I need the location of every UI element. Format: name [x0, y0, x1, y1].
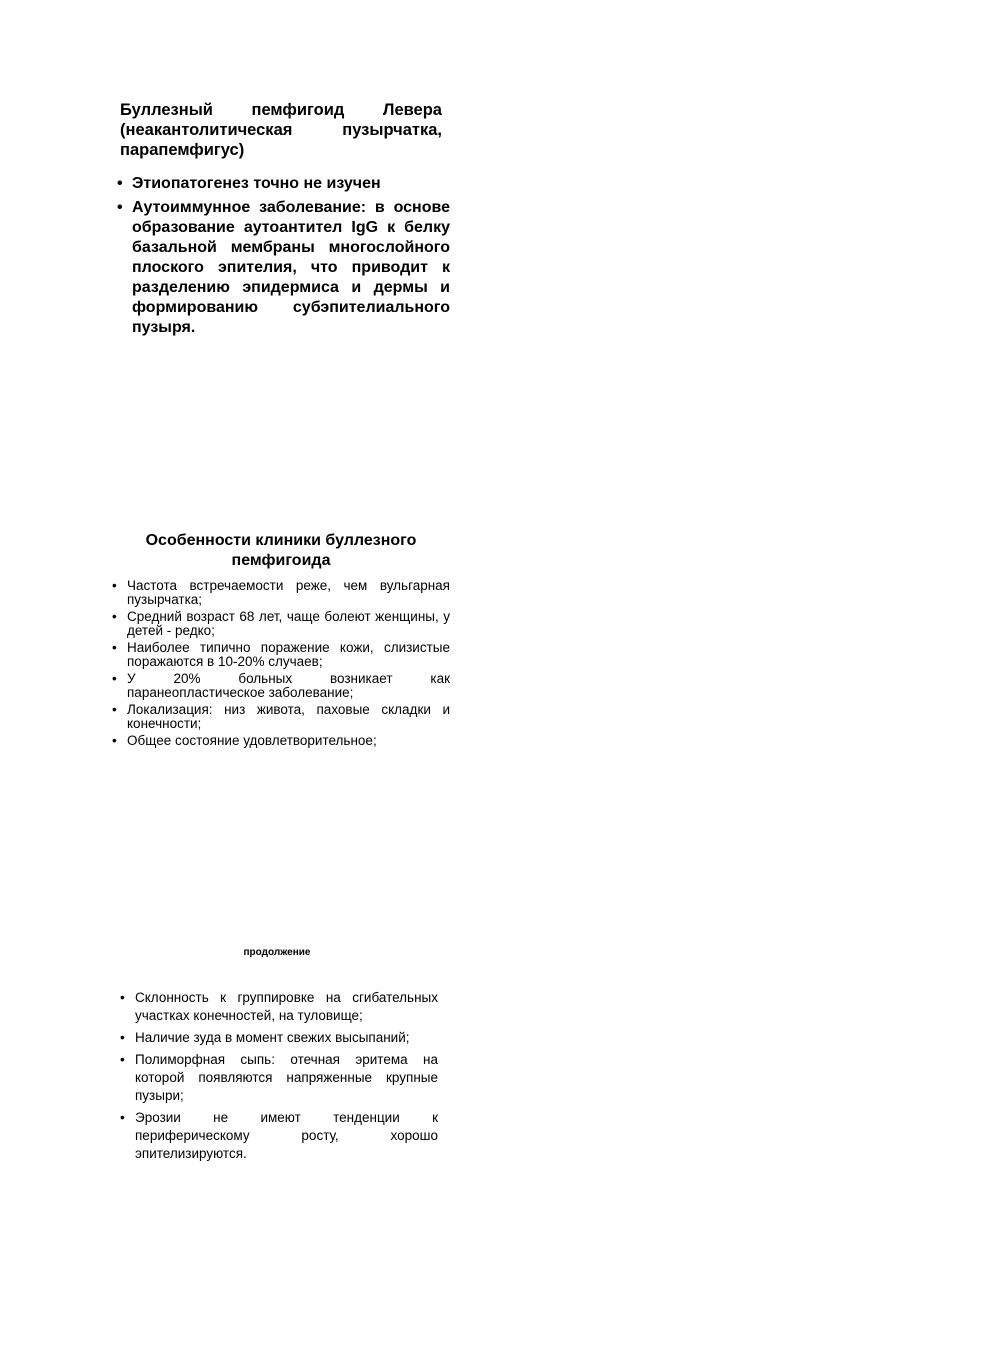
slide2-title: Особенности клиники буллезного пемфигоида [145, 532, 417, 569]
list-item [112, 579, 450, 606]
list-item [112, 672, 450, 699]
bullet-icon: • [120, 1052, 125, 1067]
slide3-title: продолжение [243, 947, 311, 958]
list-item-text: Эрозии не имеют тенденции к периферическому росту, хорошо эпителизируются. [135, 1110, 438, 1161]
list-item [117, 198, 450, 338]
list-item-text: Этиопатогенез точно не изучен [132, 175, 381, 192]
list-item [112, 610, 450, 637]
list-item-text: У 20% больных возникает как паранеопластическое заболевание; [127, 671, 450, 700]
list-item-text: Склонность к группировке на сгибательных участках конечностей, на туловище; [135, 990, 438, 1023]
list-item [120, 1029, 438, 1047]
slide3-bullet-list [120, 989, 438, 1163]
slide1-title: Буллезный пемфигоид Левера (неакантолитическая пузырчатка, парапемфигус) [120, 101, 442, 159]
list-item-text: Локализация: низ живота, паховые складки и конечности; [127, 702, 450, 731]
list-item-text: Общее состояние удовлетворительное; [127, 733, 377, 748]
bullet-icon: • [120, 1110, 125, 1125]
bullet-icon: • [112, 640, 117, 655]
list-item-text: Аутоиммунное заболевание: в основе образование аутоантител IgG к белку базальной мембраны многослойного плоского эпителия, что приводит к разделению эпидермиса и дермы и формированию субэпителиального пузыря. [132, 199, 450, 336]
list-item-text: Наличие зуда в момент свежих высыпаний; [135, 1030, 410, 1045]
list-item-text: Частота встречаемости реже, чем вульгарная пузырчатка; [127, 578, 450, 607]
slide1-bullet-list [117, 174, 450, 338]
list-item [112, 703, 450, 730]
bullet-icon: • [117, 175, 123, 192]
list-item-text: Полиморфная сыпь: отечная эритема на которой появляются напряженные крупные пузыри; [135, 1052, 438, 1103]
slide-clinical-features [112, 531, 450, 752]
bullet-icon: • [112, 702, 117, 717]
list-item [117, 174, 450, 194]
list-item [120, 1109, 438, 1163]
list-item [112, 734, 450, 748]
bullet-icon: • [112, 733, 117, 748]
list-item-text: Наиболее типично поражение кожи, слизистые поражаются в 10-20% случаев; [127, 640, 450, 669]
bullet-icon: • [112, 578, 117, 593]
slide-continuation [120, 946, 438, 1167]
bullet-icon: • [120, 1030, 125, 1045]
slide2-bullet-list [112, 579, 450, 748]
bullet-icon: • [117, 199, 123, 216]
list-item [112, 641, 450, 668]
slide-bullous-pemphigoid-intro [117, 100, 450, 342]
bullet-icon: • [112, 609, 117, 624]
bullet-icon: • [120, 990, 125, 1005]
list-item [120, 1051, 438, 1105]
bullet-icon: • [112, 671, 117, 686]
list-item [120, 989, 438, 1025]
list-item-text: Средний возраст 68 лет, чаще болеют женщины, у детей - редко; [127, 609, 450, 638]
